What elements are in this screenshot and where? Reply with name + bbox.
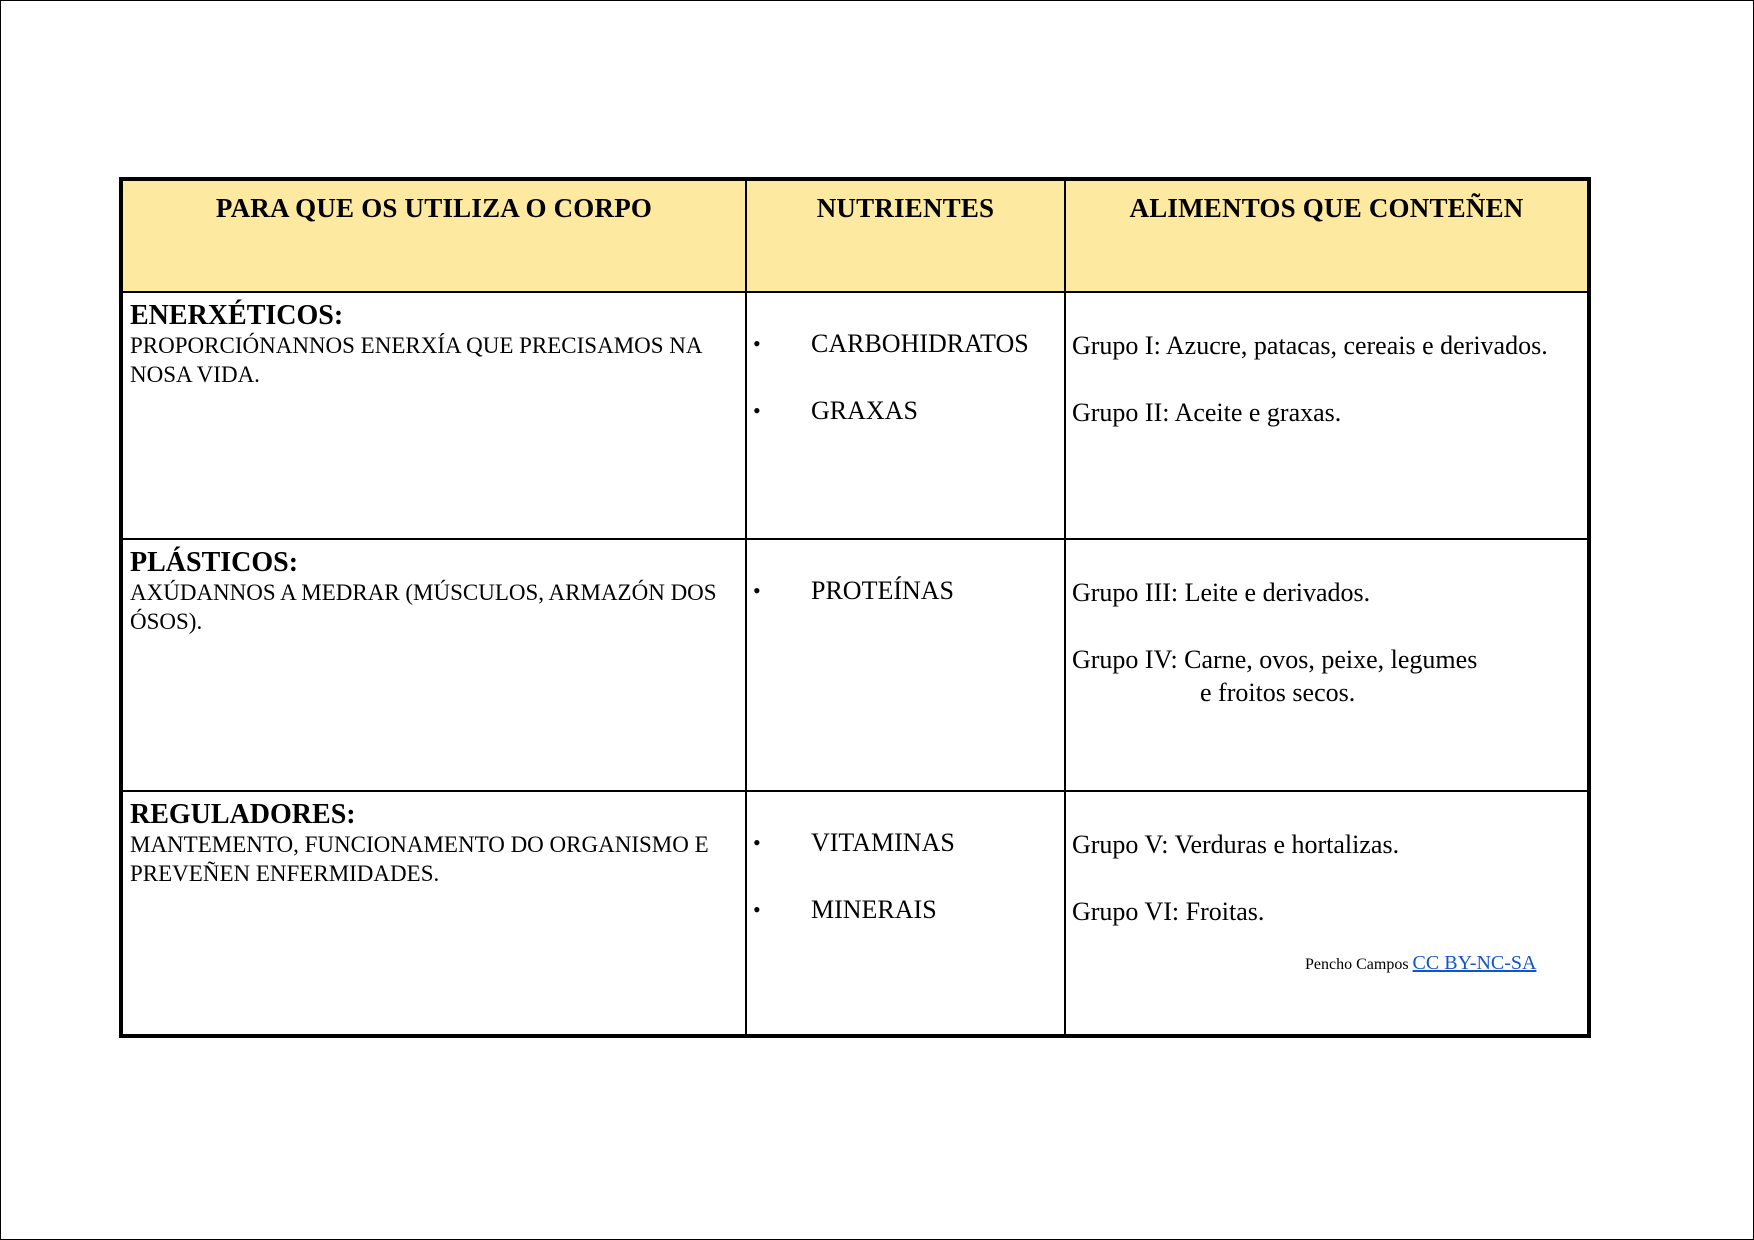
food-group: Grupo IV: Carne, ovos, peixe, legumes e froitos secos. xyxy=(1072,643,1577,709)
bullet-icon: • xyxy=(753,830,761,855)
use-title: REGULADORES: xyxy=(130,799,356,830)
bullet-icon: • xyxy=(753,398,761,423)
foods-cell xyxy=(1065,292,1589,539)
use-title: PLÁSTICOS: xyxy=(130,547,299,578)
bullet-icon: • xyxy=(753,578,761,603)
table-row xyxy=(121,791,1589,1036)
nutrients-cell xyxy=(746,791,1065,1036)
table-row xyxy=(121,539,1589,791)
use-cell xyxy=(121,791,746,1036)
table-row xyxy=(121,292,1589,539)
use-cell xyxy=(121,292,746,539)
nutrient-item: • PROTEÍNAS xyxy=(753,576,955,605)
nutrient-item: • MINERAIS xyxy=(753,895,937,924)
table-header-row xyxy=(121,179,1589,292)
credit-author: Pencho Campos xyxy=(1305,956,1409,973)
bullet-icon: • xyxy=(753,331,761,356)
nutrient-list xyxy=(747,293,1064,426)
use-description: MANTEMENTO, FUNCIONAMENTO DO ORGANISMO E PREVEÑEN ENFERMIDADES. xyxy=(130,832,709,886)
use-description: AXÚDANNOS A MEDRAR (MÚSCULOS, ARMAZÓN DOS ÓSOS). xyxy=(130,580,717,634)
use-description: PROPORCIÓNANNOS ENERXÍA QUE PRECISAMOS NA NOSA VIDA. xyxy=(130,333,702,387)
food-group: Grupo I: Azucre, patacas, cereais e derivados. xyxy=(1072,331,1548,360)
food-group: Grupo V: Verduras e hortalizas. xyxy=(1072,830,1400,859)
food-group-continuation: e froitos secos. xyxy=(1200,678,1356,707)
nutrient-list xyxy=(747,792,1064,925)
nutrient-item: • GRAXAS xyxy=(753,396,918,425)
header-uses: PARA QUE OS UTILIZA O CORPO xyxy=(121,179,746,292)
header-foods: ALIMENTOS QUE CONTEÑEN xyxy=(1065,179,1589,292)
license-link[interactable]: CC BY-NC-SA xyxy=(1412,952,1537,974)
food-group: Grupo III: Leite e derivados. xyxy=(1072,578,1371,607)
nutrients-cell xyxy=(746,539,1065,791)
use-title: ENERXÉTICOS: xyxy=(130,300,344,331)
nutrient-item: • CARBOHIDRATOS xyxy=(753,329,1029,358)
use-cell xyxy=(121,539,746,791)
credit-line xyxy=(1305,952,1536,975)
food-group: Grupo VI: Froitas. xyxy=(1072,897,1265,926)
food-group: Grupo II: Aceite e graxas. xyxy=(1072,398,1342,427)
nutrient-list xyxy=(747,540,1064,606)
nutrient-item: • VITAMINAS xyxy=(753,828,955,857)
foods-cell xyxy=(1065,791,1589,1036)
foods-cell xyxy=(1065,539,1589,791)
nutrients-cell xyxy=(746,292,1065,539)
header-nutrients: NUTRIENTES xyxy=(746,179,1065,292)
bullet-icon: • xyxy=(753,897,761,922)
nutrients-table xyxy=(119,177,1591,1038)
